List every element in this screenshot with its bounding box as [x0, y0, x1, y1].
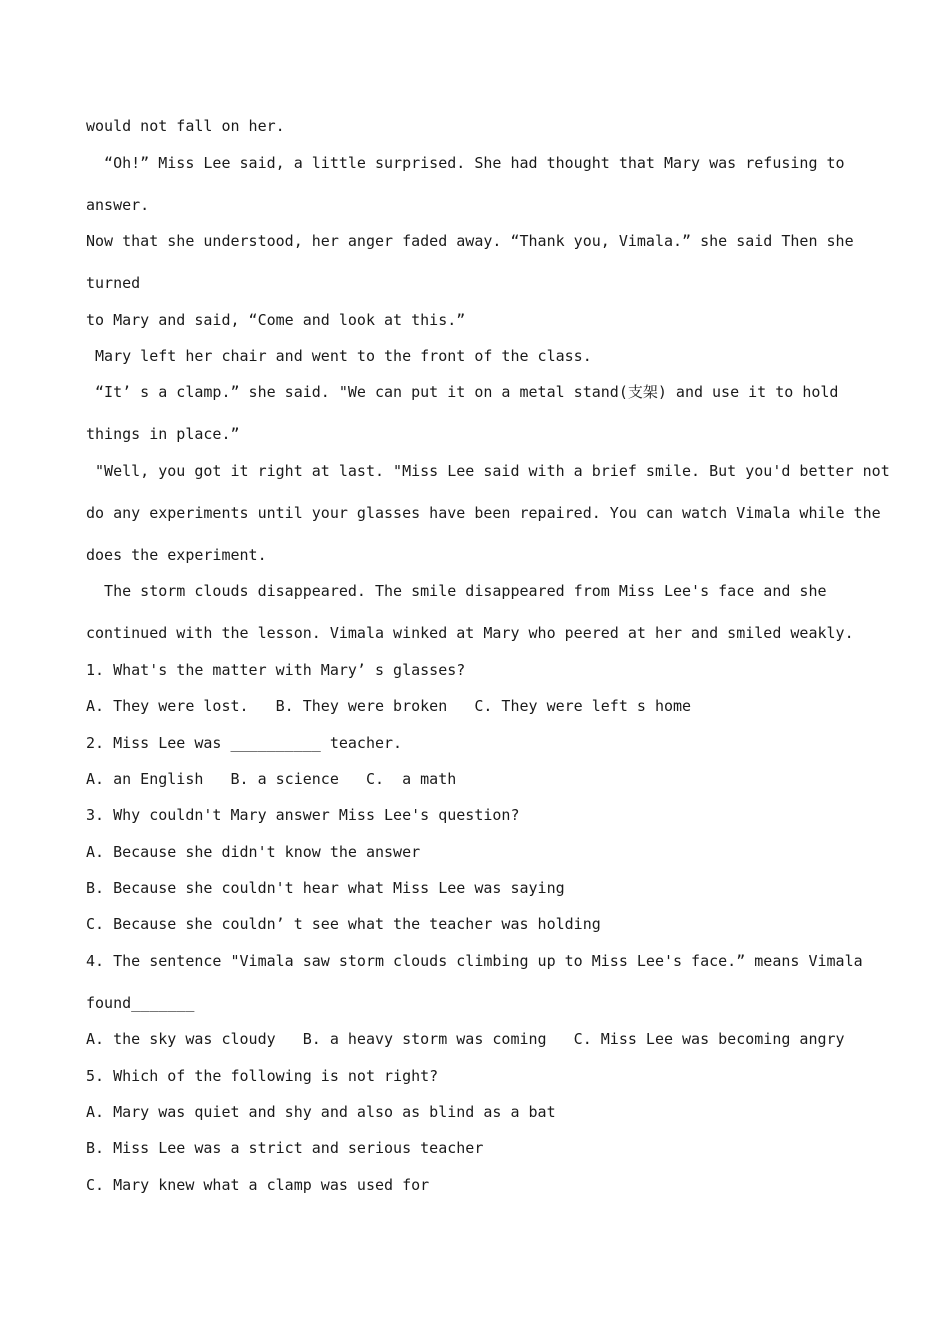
- text-line: The storm clouds disappeared. The smile disappeared from Miss Lee's face and she: [86, 582, 827, 600]
- question-2: 2. Miss Lee was __________ teacher.: [86, 734, 403, 752]
- question-4: 4. The sentence "Vimala saw storm clouds climbing up to Miss Lee's face.” means Vimala: [86, 952, 863, 970]
- text-line: things in place.”: [86, 425, 240, 443]
- question-5-option-a: A. Mary was quiet and shy and also as blind as a bat: [86, 1103, 556, 1121]
- text-line: continued with the lesson. Vimala winked at Mary who peered at her and smiled weakly.: [86, 624, 854, 642]
- text-line: would not fall on her.: [86, 117, 285, 135]
- question-2-options: A. an English B. a science C. a math: [86, 770, 457, 788]
- question-5: 5. Which of the following is not right?: [86, 1067, 439, 1085]
- text-line: answer.: [86, 196, 150, 214]
- text-line: "Well, you got it right at last. "Miss Lee said with a brief smile. But you'd better not: [86, 462, 890, 480]
- text-line: to Mary and said, “Come and look at this.”: [86, 311, 466, 329]
- question-4-continued: found_______: [86, 994, 195, 1012]
- question-5-option-c: C. Mary knew what a clamp was used for: [86, 1176, 430, 1194]
- question-4-options: A. the sky was cloudy B. a heavy storm was coming C. Miss Lee was becoming angry: [86, 1030, 845, 1048]
- question-3-option-a: A. Because she didn't know the answer: [86, 843, 421, 861]
- question-3-option-c: C. Because she couldn’ t see what the teacher was holding: [86, 915, 601, 933]
- question-5-option-b: B. Miss Lee was a strict and serious teacher: [86, 1139, 484, 1157]
- question-3-option-b: B. Because she couldn't hear what Miss Lee was saying: [86, 879, 565, 897]
- text-line: Mary left her chair and went to the front of the class.: [86, 347, 592, 365]
- text-line: Now that she understood, her anger faded away. “Thank you, Vimala.” she said Then she: [86, 232, 854, 250]
- question-1: 1. What's the matter with Mary’ s glasses?: [86, 661, 466, 679]
- text-line: does the experiment.: [86, 546, 267, 564]
- text-line: “It’ s a clamp.” she said. "We can put it on a metal stand(支架) and use it to hold: [86, 383, 839, 401]
- text-line: turned: [86, 274, 141, 292]
- question-3: 3. Why couldn't Mary answer Miss Lee's question?: [86, 806, 520, 824]
- text-line: “Oh!” Miss Lee said, a little surprised. She had thought that Mary was refusing to: [86, 154, 845, 172]
- question-1-options: A. They were lost. B. They were broken C. They were left s home: [86, 697, 692, 715]
- text-line: do any experiments until your glasses have been repaired. You can watch Vimala while the: [86, 504, 881, 522]
